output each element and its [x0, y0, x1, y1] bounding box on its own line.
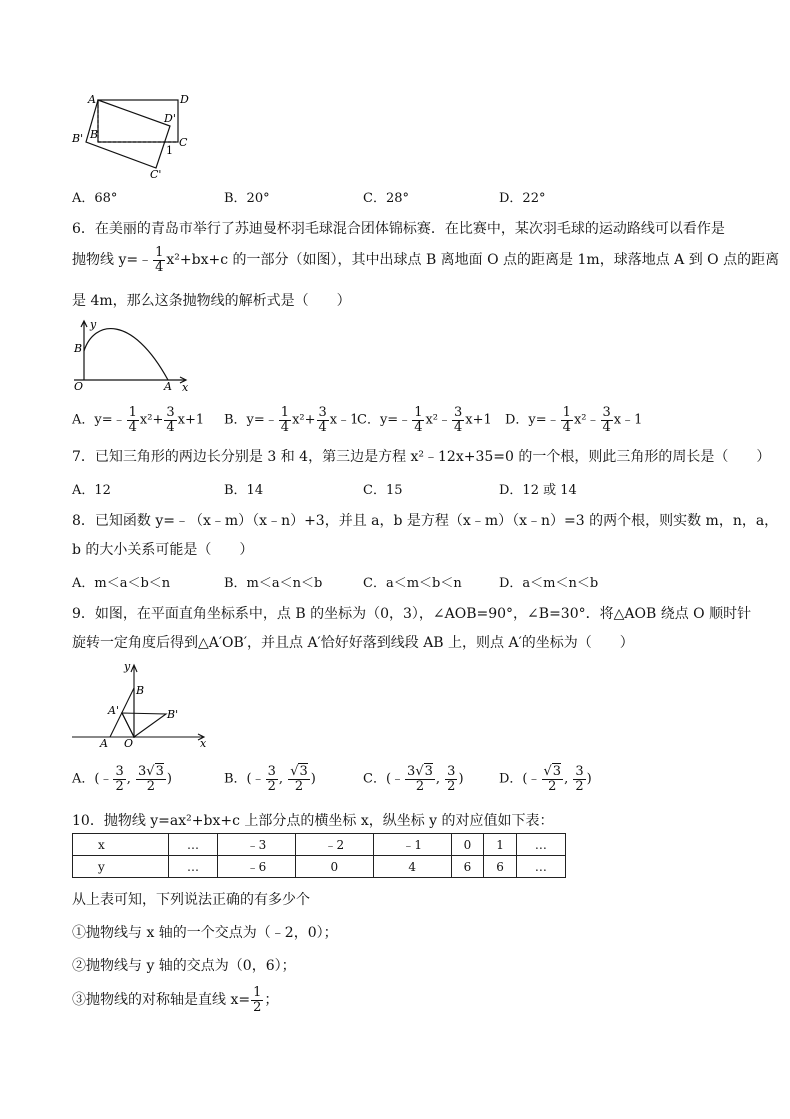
table-cell: … [169, 834, 218, 856]
q7-option-b: B．14 [224, 483, 264, 498]
table-cell: ﹣3 [218, 834, 296, 856]
q9-option-d: D．(﹣ $\frac{√3}{2}$ , $\frac{3}{2}$ ) [499, 764, 592, 794]
table-cell: ﹣6 [218, 856, 296, 878]
q8-option-d: D．a＜m＜n＜b [499, 576, 599, 591]
table-cell: 4 [373, 856, 451, 878]
q5-option-b: B．20° [224, 191, 270, 206]
q9-label-b-prime: B' [167, 708, 179, 721]
q6-graph [72, 318, 197, 393]
table-cell: 6 [484, 856, 517, 878]
q6-line1: 6．在美丽的青岛市举行了苏迪曼杯羽毛球混合团体锦标赛．在比赛中，某次羽毛球的运动路线可以看作是 [72, 221, 725, 237]
table-cell: 1 [484, 834, 517, 856]
label-c: C [179, 136, 188, 149]
table-row [73, 856, 566, 878]
label-c-prime: C' [150, 168, 162, 181]
q9-option-c: C．(﹣ $\frac{3√3}{2}$ , $\frac{3}{2}$ ) [363, 764, 464, 794]
table-cell: … [516, 834, 565, 856]
q6-fraction: $\frac{1}{4}$ [155, 245, 164, 275]
q8-option-c: C．a＜m＜b＜n [363, 576, 462, 591]
values-table [72, 833, 566, 878]
q5-option-a: A．68° [72, 191, 118, 206]
axis-y-label: y [90, 318, 97, 331]
q5-figure [68, 92, 198, 182]
q7-option-d: D．12 或 14 [499, 483, 577, 498]
q10-statement-2: ②抛物线与 y 轴的交点为（0，6）； [72, 958, 296, 974]
point-a-label: A [164, 380, 172, 393]
q9-line2: 旋转一定角度后得到△A′OB′，并且点 A′恰好好落到线段 AB 上，则点 A′的坐标为（ ） [72, 635, 634, 651]
table-cell: ﹣2 [295, 834, 373, 856]
table-cell: 6 [451, 856, 484, 878]
q8-option-a: A．m＜a＜b＜n [72, 576, 171, 591]
q9-option-a: A．(﹣ $\frac{3}{2}$ , $\frac{3√3}{2}$ ) [72, 764, 172, 794]
q8-option-b: B．m＜a＜n＜b [224, 576, 323, 591]
q8-line2: b 的大小关系可能是（ ） [72, 542, 254, 558]
q9-label-a: A [100, 737, 108, 750]
q7-option-a: A．12 [72, 483, 111, 498]
parabola [84, 329, 168, 380]
table-cell: … [169, 856, 218, 878]
q10-statement-3: ③抛物线的对称轴是直线 x= $\frac{1}{2}$ ； [72, 985, 279, 1015]
q10-text: 10．抛物线 y=ax²+bx+c 上部分点的横坐标 x，纵坐标 y 的对应值如下表： [72, 813, 554, 829]
table-cell: ﹣1 [373, 834, 451, 856]
q6-option-a: A．y=﹣ $\frac{1}{4}$ x²+ $\frac{3}{4}$ x+1 [72, 405, 205, 435]
label-d: D [180, 93, 189, 106]
q6-line2 [72, 246, 779, 274]
q6-option-b: B．y=﹣ $\frac{1}{4}$ x²+ $\frac{3}{4}$ x﹣1 [224, 405, 359, 435]
q8-line1: 8．已知函数 y=﹣（x﹣m）（x﹣n）+3，并且 a，b 是方程（x﹣m）（x﹣n）=3 的两个根，则实数 m，n，a， [72, 513, 779, 529]
table-cell: … [516, 856, 565, 878]
q9-label-a-prime: A' [108, 704, 119, 717]
q6-option-c: C．y=﹣ $\frac{1}{4}$ x²﹣ $\frac{3}{4}$ x+1 [357, 405, 492, 435]
label-b-prime: B' [72, 132, 84, 145]
table-cell: x [73, 834, 169, 856]
point-b-label: B [74, 342, 83, 355]
label-a: A [88, 93, 96, 106]
q9-axis-y: y [124, 660, 131, 673]
q9-graph [70, 660, 215, 750]
q9-option-b: B．(﹣ $\frac{3}{2}$ , $\frac{√3}{2}$ ) [224, 764, 316, 794]
q9-line1: 9．如图，在平面直角坐标系中，点 B 的坐标为（0，3），∠AOB=90°，∠B=30°．将△AOB 绕点 O 顺时针 [72, 606, 752, 622]
q9-label-b: B [136, 684, 145, 697]
q9-axis-x: x [200, 737, 207, 750]
q7-option-c: C．15 [363, 483, 403, 498]
label-b: B [90, 128, 99, 141]
label-d-prime: D' [164, 112, 176, 125]
table-cell: y [73, 856, 169, 878]
q5-option-d: D．22° [499, 191, 546, 206]
q6-line2-pre: 抛物线 y=﹣ [72, 252, 153, 269]
table-cell: 0 [451, 834, 484, 856]
q5-option-c: C．28° [363, 191, 409, 206]
axis-x-label: x [182, 381, 189, 393]
q6-line2-post: x²+bx+c 的一部分（如图），其中出球点 B 离地面 O 点的距离是 1m，球落地点 A 到 O 点的距离 [166, 252, 780, 269]
q9-label-o: O [124, 737, 134, 750]
q7-text: 7．已知三角形的两边长分别是 3 和 4，第三边是方程 x²﹣12x+35=0 的一个根，则此三角形的周长是（ ） [72, 449, 771, 465]
label-1: 1 [166, 144, 173, 157]
table-row [73, 834, 566, 856]
q10-after-table: 从上表可知，下列说法正确的有多少个 [72, 892, 310, 908]
q10-statement-1: ①抛物线与 x 轴的一个交点为（﹣2，0）； [72, 925, 338, 941]
origin-label: O [74, 380, 84, 393]
q6-option-d: D．y=﹣ $\frac{1}{4}$ x²﹣ $\frac{3}{4}$ x﹣1 [505, 405, 643, 435]
table-cell: 0 [295, 856, 373, 878]
q6-line3: 是 4m，那么这条抛物线的解析式是（ ） [72, 293, 351, 309]
